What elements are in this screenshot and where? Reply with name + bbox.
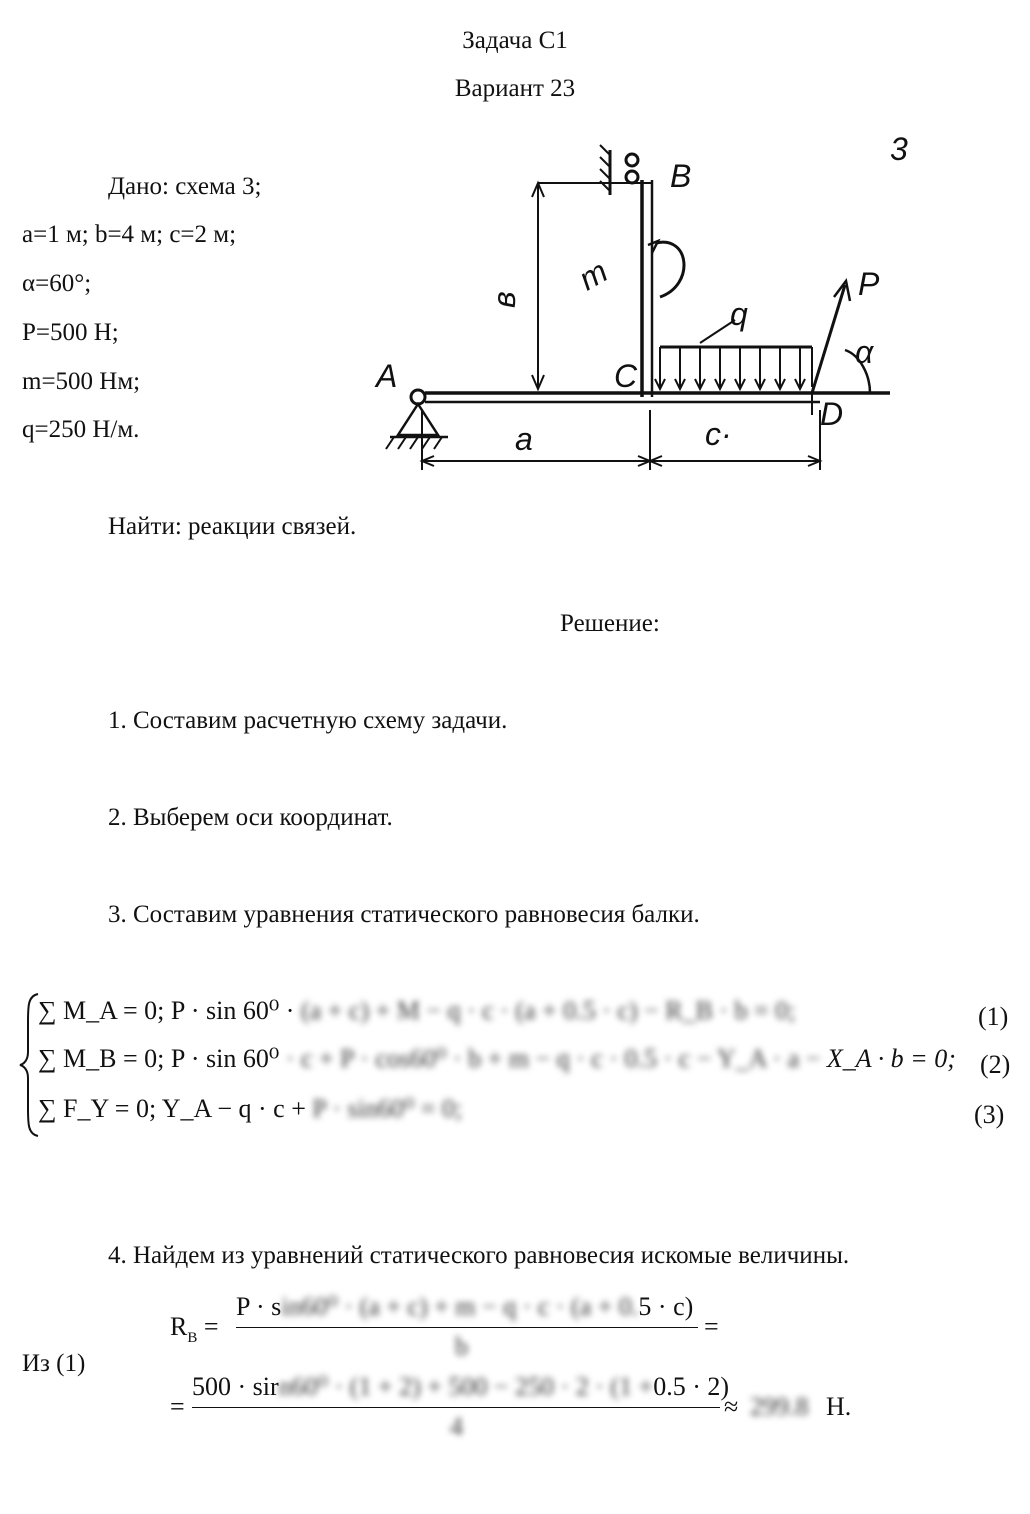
- equation-1-number: (1): [978, 1002, 1009, 1031]
- equation-2: [38, 1044, 956, 1088]
- given-line-4: P=500 Н;: [22, 319, 119, 346]
- step-1: 1. Составим расчетную схему задачи.: [108, 707, 508, 734]
- approx-sign: ≈: [724, 1392, 739, 1421]
- label-c-point: C: [614, 358, 638, 394]
- fraction-1-num-end: 5 · c): [638, 1292, 694, 1321]
- result-value: 299.8: [750, 1392, 809, 1421]
- step-2: 2. Выберем оси координат.: [108, 804, 393, 831]
- equation-2-number: (2): [980, 1050, 1011, 1079]
- step-3: 3. Составим уравнения статического равновесия балки.: [108, 901, 700, 928]
- equation-3-visible: ∑ F_Y = 0; Y_A − q · c +: [38, 1094, 306, 1123]
- fraction-2-denominator: 4: [450, 1412, 463, 1441]
- label-q: q: [730, 296, 748, 332]
- label-a-point: A: [376, 358, 398, 394]
- fraction-2-num-blurred: n60⁰ · (1 + 2) + 500 − 250 · 2 · (1 +: [278, 1372, 654, 1401]
- equation-2-visible: ∑ M_B = 0; P · sin 60⁰: [38, 1044, 280, 1073]
- fraction-2-numerator: [192, 1372, 729, 1402]
- fraction-1-line: [236, 1327, 698, 1328]
- fraction-2-num-start: 500 · sir: [192, 1372, 279, 1401]
- find-line: Найти: реакции связей.: [108, 513, 357, 540]
- equation-1-blurred: (a + c) + M − q · c · (a + 0.5 · c) − R_B · b = 0;: [300, 996, 796, 1025]
- equation-2-blurred: · c + P · cos60⁰ · b + m − q · c · 0.5 · c − Y_A · a −: [285, 1044, 821, 1073]
- given-line-6: q=250 Н/м.: [22, 416, 140, 443]
- solution-heading: Решение:: [560, 610, 660, 637]
- system-brace: [18, 992, 40, 1138]
- equation-1-visible: ∑ M_A = 0; P · sin 60⁰ ·: [38, 996, 295, 1025]
- given-line-3: α=60°;: [22, 270, 92, 297]
- fraction-1-num-start: P · s: [236, 1292, 282, 1321]
- label-m: m: [572, 252, 614, 298]
- variant-title: Вариант 23: [454, 75, 576, 102]
- beam-diagram: [360, 125, 920, 485]
- result-lhs-symbol: R: [170, 1312, 188, 1341]
- fraction-2-line: [192, 1407, 720, 1408]
- fraction-1-numerator: [236, 1292, 693, 1322]
- label-c-dim: c·: [705, 416, 732, 452]
- from-equation-label: Из (1): [22, 1350, 86, 1377]
- equation-1: [38, 996, 795, 1040]
- equation-3-blurred: P · sin60⁰ = 0;: [312, 1094, 463, 1123]
- fraction-2-num-end: 0.5 · 2): [653, 1372, 730, 1401]
- result-lhs: $R_B$ =: [170, 1312, 219, 1346]
- fraction-1-denominator: b: [455, 1332, 468, 1361]
- result-unit: Н.: [826, 1392, 852, 1421]
- given-line-2: a=1 м; b=4 м; c=2 м;: [22, 221, 237, 248]
- fraction-1-num-blurred: in60⁰ · (a + c) + m − q · c · (a + 0.: [281, 1292, 639, 1321]
- equation-3: [38, 1094, 462, 1138]
- given-line-1: Дано: схема 3;: [108, 173, 262, 200]
- label-b-point: B: [670, 158, 692, 194]
- equation-2-tail: X_A · b = 0;: [826, 1044, 956, 1073]
- step-4: 4. Найдем из уравнений статического равновесия искомые величины.: [108, 1242, 850, 1269]
- task-title: Задача С1: [462, 27, 568, 54]
- equals-sign-2: =: [170, 1392, 185, 1421]
- equals-sign-1: =: [704, 1312, 719, 1341]
- label-b-dim: в: [486, 291, 522, 308]
- label-a-dim: a: [515, 421, 533, 457]
- result-lhs-sub: B: [187, 1330, 198, 1346]
- given-line-5: m=500 Нм;: [22, 368, 141, 395]
- figure-number: 3: [890, 131, 908, 167]
- label-p: P: [858, 266, 880, 302]
- label-d-point: D: [820, 396, 844, 432]
- equation-3-number: (3): [974, 1100, 1005, 1129]
- label-alpha: α: [855, 334, 874, 370]
